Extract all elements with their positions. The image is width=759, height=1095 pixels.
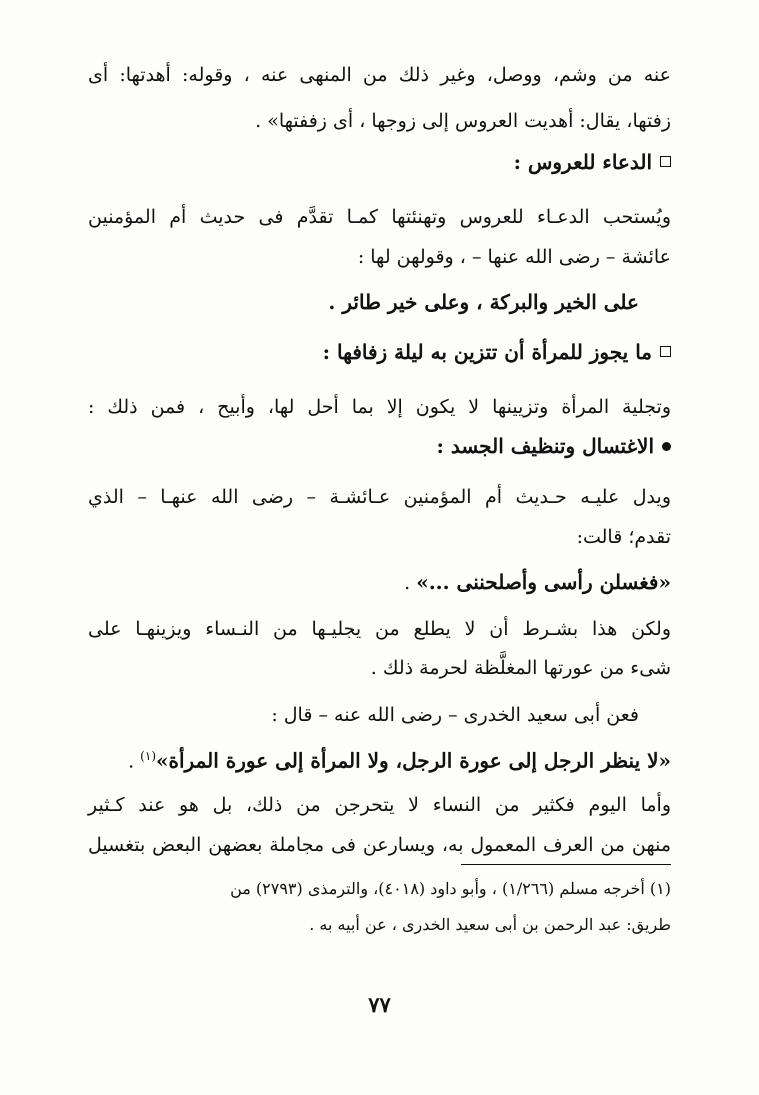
section-heading: ما يجوز للمرأة أن تتزين به ليلة زفافها : [88,337,671,367]
square-bullet-icon [660,346,671,357]
footnote-line: طريق: عبد الرحمن بن أبى سعيد الخدرى ، عن أبيه به . [309,915,671,934]
text-line: عائشة – رضى الله عنها – ، وقولهن لها : [357,246,671,268]
section-heading: الدعاء للعروس : [88,147,671,177]
footnote-ref: (١) [140,749,156,763]
footnote-line: (١) أخرجه مسلم (١/٢٦٦) ، وأبو داود (٤٠١٨)، والترمذى (٢٧٩٣) من [230,879,671,898]
footnote-divider [461,864,671,865]
subsection-heading: الاغتسال وتنظيف الجسد : [88,431,671,461]
text-line: تقدم؛ قالت: [576,526,671,548]
square-bullet-icon [660,156,671,167]
text-line: فعن أبى سعيد الخدرى – رضى الله عنه – قال : [271,704,639,726]
text-line: وأما اليوم فكثير من النساء لا يتحرجن من ذلك، بل هو عند كـثير [88,794,671,816]
quoted-text: على الخير والبركة ، وعلى خير طائر . [328,290,639,314]
page-number: ٧٧ [368,992,391,1017]
text-line: منهن من العرف المعمول به، ويسارعن فى مجاملة بعضهن البعض بتغسيل [88,834,671,856]
text-line: عنه من وشم، ووصل، وغير ذلك من المنهى عنه ، وقوله: أهدتها: أى [88,64,671,86]
text-line: ولكن هذا بشـرط أن لا يطلع من يجليـها من النـساء ويزينهـا على [88,618,671,640]
text-line: زفتها، يقال: أهديت العروس إلى زوجها ، أى زففتها» . [255,110,671,132]
dot-bullet-icon [662,442,671,451]
text-line: ويُستحب الدعـاء للعروس وتهنئتها كمـا تقدَّم فى حديث أم المؤمنين [88,206,671,228]
text-line: وتجلية المرأة وتزيينها لا يكون إلا بما أحل لها، وأبيح ، فمن ذلك : [88,396,671,418]
text-line: ويدل عليـه حـديث أم المؤمنين عـائشـة – رضى الله عنهـا – الذي [88,486,671,508]
quoted-text: «فغسلن رأسى وأصلحننى ...» . [404,570,671,594]
text-line: شىء من عورتها المغلَّظة لحرمة ذلك . [370,657,671,679]
hadith-text: «لا ينظر الرجل إلى عورة الرجل، ولا المرأة إلى عورة المرأة»$^{(١)}$ . [128,748,671,773]
